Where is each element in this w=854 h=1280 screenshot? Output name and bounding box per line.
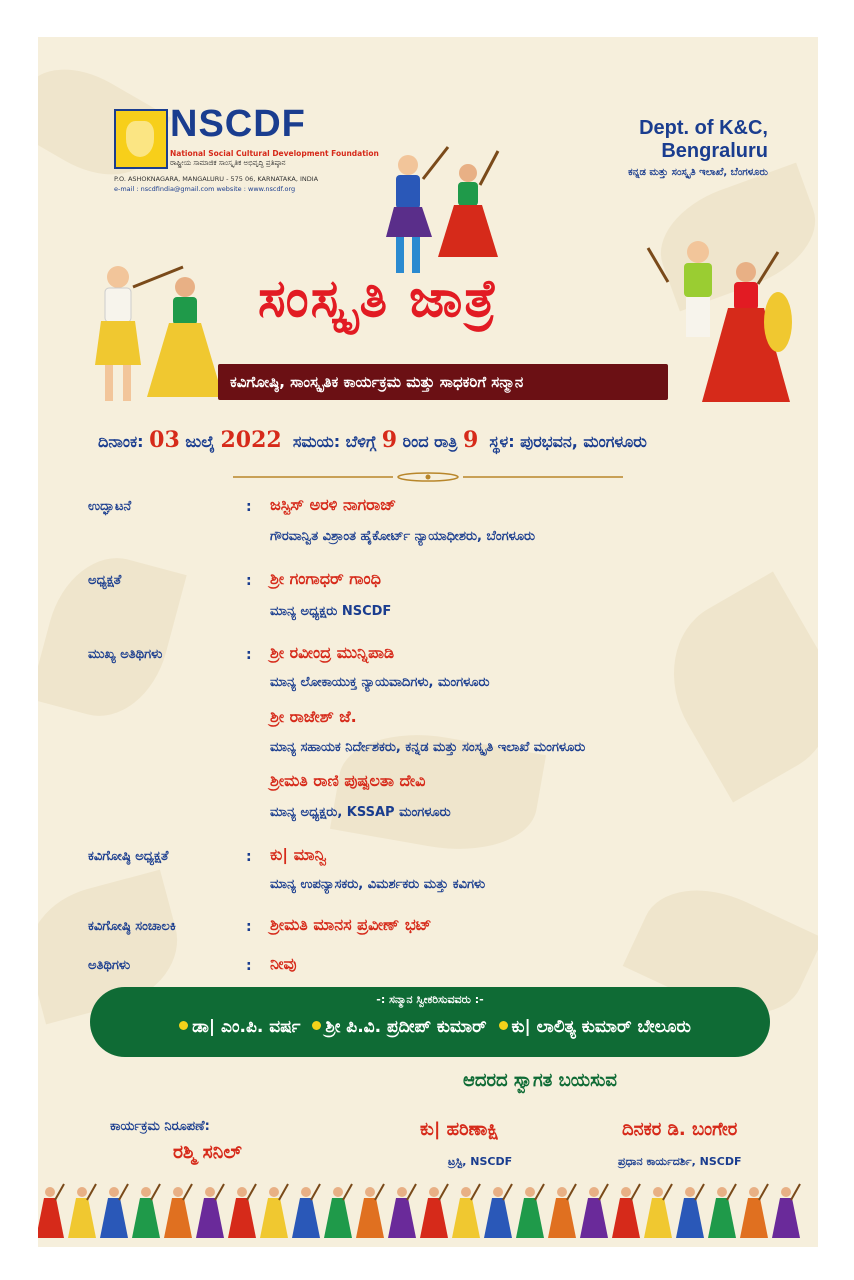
bullet-icon <box>499 1021 508 1030</box>
poetry-host-colon: : <box>246 919 252 935</box>
logo-name: NSCDF <box>170 103 306 145</box>
ornament-divider <box>233 472 623 482</box>
dancer-figure <box>100 1184 128 1238</box>
dancer-strip-illustration <box>38 1182 818 1244</box>
poetry-host-name: ಶ್ರೀಮತಿ ಮಾನಸ ಪ್ರವೀಣ್ ಭಟ್ <box>270 915 432 934</box>
dancer-figure <box>452 1184 480 1238</box>
dancer-figure <box>228 1184 256 1238</box>
poetry-chair-label: ಕವಿಗೋಷ್ಠಿ ಅಧ್ಯಕ್ಷತೆ <box>88 849 169 864</box>
invitation-poster <box>38 37 818 1247</box>
chief-guests-label: ಮುಖ್ಯ ಅತಿಥಿಗಳು <box>88 647 163 662</box>
inauguration-colon: : <box>246 499 252 515</box>
chief-guests-colon: : <box>246 647 252 663</box>
attendees-colon: : <box>246 958 252 974</box>
president-name: ಶ್ರೀ ಗಂಗಾಧರ್ ಗಾಂಧಿ <box>270 569 381 588</box>
anchor-name: ರಶ್ಮಿ ಸನಿಲ್ <box>173 1141 242 1163</box>
date-day: 03 <box>149 427 180 453</box>
event-title: ಸಂಸ್ಕೃತಿ ಜಾತ್ರೆ <box>258 269 499 329</box>
honoree-2: ಶ್ರೀ ಪಿ.ವಿ. ಪ್ರದೀಪ್ ಕುಮಾರ್ <box>325 1017 487 1037</box>
guest2-desc: ಮಾನ್ಯ ಸಹಾಯಕ ನಿರ್ದೇಶಕರು, ಕನ್ನಡ ಮತ್ತು ಸಂಸ್ಕೃತಿ ಇಲಾಖೆ ಮಂಗಳೂರು <box>270 740 586 755</box>
guest3-desc: ಮಾನ್ಯ ಅಧ್ಯಕ್ಷರು, KSSAP ಮಂಗಳೂರು <box>270 805 451 820</box>
logo-subtitle: National Social Cultural Development Foundation <box>170 149 379 158</box>
honorees-heading: -: ಸನ್ಮಾನ ಸ್ವೀಕರಿಸುವವರು :- <box>376 993 484 1006</box>
background-foliage <box>643 572 818 803</box>
honorees-names <box>102 1017 762 1037</box>
honoree-3: ಕು| ಲಾಲಿತ್ಯ ಕುಮಾರ್ ಬೇಲೂರು <box>511 1017 691 1037</box>
dancer-figure <box>68 1184 96 1238</box>
dancer-figure <box>708 1184 736 1238</box>
time-label: ಸಮಯ: ಬೆಳಿಗ್ಗೆ <box>292 432 377 451</box>
department-kannada: ಕನ್ನಡ ಮತ್ತು ಸಂಸ್ಕೃತಿ ಇಲಾಖೆ, ಬೆಂಗಳೂರು <box>628 167 768 178</box>
department-block <box>583 117 768 178</box>
dancer-figure <box>548 1184 576 1238</box>
dancer-figure <box>644 1184 672 1238</box>
dancer-figure <box>612 1184 640 1238</box>
logo-contact: e-mail : nscdfindia@gmail.com website : www.nscdf.org <box>114 185 296 193</box>
dancer-figure <box>388 1184 416 1238</box>
venue: ಸ್ಥಳ: ಪುರಭವನ, ಮಂಗಳೂರು <box>489 432 647 451</box>
subtitle-banner <box>218 364 668 400</box>
department-name: Dept. of K&C, Bengraluru <box>639 117 768 162</box>
guest2-name: ಶ್ರೀ ರಾಜೇಶ್ ಜೆ. <box>270 707 357 726</box>
dancer-figure <box>740 1184 768 1238</box>
president-desc: ಮಾನ್ಯ ಅಧ್ಯಕ್ಷರು NSCDF <box>270 604 392 619</box>
attendees-label: ಅತಿಥಿಗಳು <box>88 958 131 973</box>
logo-address: P.O. ASHOKNAGARA, MANGALURU - 575 06, KARNATAKA, INDIA <box>114 175 319 183</box>
date-year: 2022 <box>220 427 282 453</box>
logo-kannada-subtitle: ರಾಷ್ಟ್ರೀಯ ಸಾಮಾಜಿಕ ಸಾಂಸ್ಕೃತಿಕ ಅಭಿವೃದ್ಧಿ ಪ್ರತಿಷ್ಠಾನ <box>170 159 286 167</box>
honoree-1: ಡಾ| ಎಂ.ಪಿ. ವರ್ಷ <box>192 1017 301 1037</box>
dancers-illustration-center <box>368 137 518 287</box>
bullet-icon <box>312 1021 321 1030</box>
dancer-figure <box>580 1184 608 1238</box>
dancer-figure <box>772 1184 800 1238</box>
dancer-figure <box>260 1184 288 1238</box>
poetry-chair-desc: ಮಾನ್ಯ ಉಪನ್ಯಾಸಕರು, ವಿಮರ್ಶಕರು ಮತ್ತು ಕವಿಗಳು <box>270 877 486 892</box>
dancer-figure <box>324 1184 352 1238</box>
poetry-chair-name: ಕು| ಮಾನ್ವಿ <box>270 845 327 864</box>
signatory-2-role: ಪ್ರಧಾನ ಕಾರ್ಯದರ್ಶಿ, NSCDF <box>618 1155 742 1168</box>
guest1-desc: ಮಾನ್ಯ ಲೋಕಾಯುಕ್ತ ನ್ಯಾಯವಾದಿಗಳು, ಮಂಗಳೂರು <box>270 675 490 690</box>
dancer-figure <box>196 1184 224 1238</box>
poetry-host-label: ಕವಿಗೋಷ್ಠಿ ಸಂಚಾಲಕಿ <box>88 919 176 934</box>
inauguration-label: ಉದ್ಘಾಟನೆ <box>88 499 132 514</box>
welcome-text: ಆದರದ ಸ್ವಾಗತ ಬಯಸುವ <box>463 1070 617 1091</box>
dancer-figure <box>164 1184 192 1238</box>
signatory-1-name: ಕು| ಹರಿಣಾಕ್ಷಿ <box>420 1119 499 1140</box>
honorees-banner <box>90 987 770 1057</box>
dancer-figure <box>516 1184 544 1238</box>
signatory-2-name: ದಿನಕರ ಡಿ. ಬಂಗೇರ <box>622 1119 738 1140</box>
guest1-name: ಶ್ರೀ ರವೀಂದ್ರ ಮುನ್ನಿಪಾಡಿ <box>270 643 395 662</box>
india-map-icon <box>114 109 168 169</box>
nscdf-logo <box>114 103 379 205</box>
subtitle-text: ಕವಿಗೋಷ್ಠಿ, ಸಾಂಸ್ಕೃತಿಕ ಕಾರ್ಯಕ್ರಮ ಮತ್ತು ಸಾಧಕರಿಗೆ ಸನ್ಮಾನ <box>230 373 524 391</box>
dancer-figure <box>38 1184 64 1238</box>
date-month: ಜುಲೈ <box>185 432 215 451</box>
poetry-chair-colon: : <box>246 849 252 865</box>
date-label: ದಿನಾಂಕ: <box>98 432 144 451</box>
attendees-name: ನೀವು <box>270 954 297 973</box>
bullet-icon <box>179 1021 188 1030</box>
dancer-figure <box>292 1184 320 1238</box>
inauguration-desc: ಗೌರವಾನ್ವಿತ ವಿಶ್ರಾಂತ ಹೈಕೋರ್ಟ್ ನ್ಯಾಯಾಧೀಶರು, ಬೆಂಗಳೂರು <box>270 529 536 544</box>
inauguration-name: ಜಸ್ಟಿಸ್ ಅರಳಿ ನಾಗರಾಜ್ <box>270 495 397 514</box>
dancer-figure <box>420 1184 448 1238</box>
date-time-venue <box>98 427 778 453</box>
president-colon: : <box>246 573 252 589</box>
guest3-name: ಶ್ರೀಮತಿ ರಾಣಿ ಪುಷ್ಪಲತಾ ದೇವಿ <box>270 771 426 790</box>
time-start: 9 <box>381 427 398 453</box>
dancer-figure <box>132 1184 160 1238</box>
dancer-figure <box>484 1184 512 1238</box>
dancer-figure <box>676 1184 704 1238</box>
time-mid: ರಿಂದ ರಾತ್ರಿ <box>402 432 458 451</box>
dancer-figure <box>356 1184 384 1238</box>
president-label: ಅಧ್ಯಕ್ಷತೆ <box>88 573 122 588</box>
anchor-label: ಕಾರ್ಯಕ್ರಮ ನಿರೂಪಣೆ: <box>110 1119 210 1134</box>
signatory-1-role: ಟ್ರಸ್ಟಿ, NSCDF <box>448 1155 513 1168</box>
time-end: 9 <box>462 427 479 453</box>
